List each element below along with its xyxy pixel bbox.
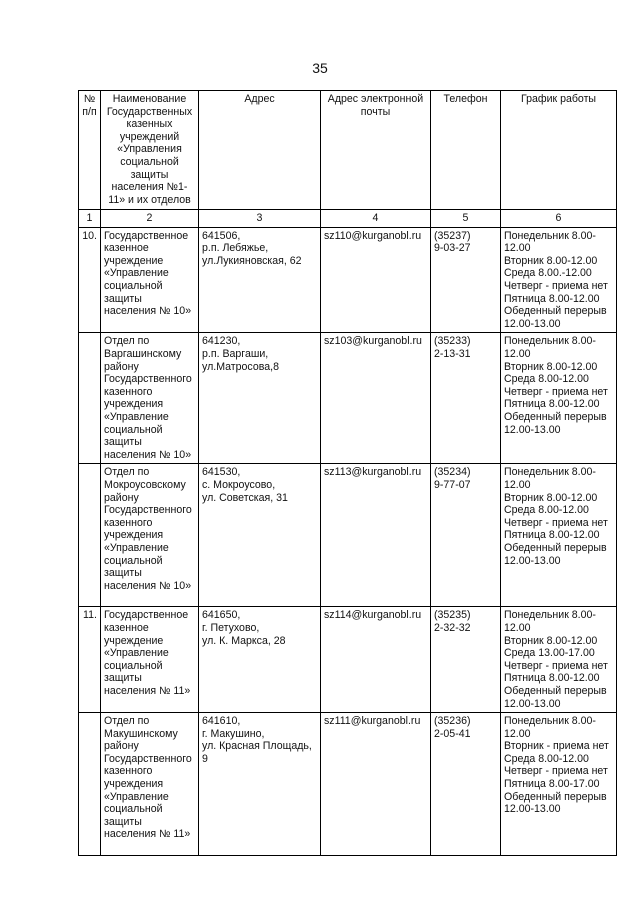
institution-name: Отдел по Мокроусовскому району Государственного казенного учреждения «Управление социальной защиты населения № 10» <box>101 464 199 607</box>
schedule-cell <box>501 607 617 713</box>
email-cell: sz113@kurganobl.ru <box>321 464 431 607</box>
table-row <box>79 227 617 333</box>
column-number-row <box>79 210 617 228</box>
schedule-cell <box>501 227 617 333</box>
phone-cell: (35236) 2-05-41 <box>431 713 501 856</box>
schedule-line: Понедельник 8.00-12.00 <box>504 609 596 634</box>
institution-name: Государственное казенное учреждение «Управление социальной защиты населения № 11» <box>101 607 199 713</box>
schedule-line: Вторник 8.00-12.00 <box>504 254 598 267</box>
schedule-line: Пятница 8.00-12.00 <box>504 292 600 305</box>
schedule-line: Понедельник 8.00-12.00 <box>504 466 596 491</box>
column-number: 6 <box>501 210 617 228</box>
column-number: 4 <box>321 210 431 228</box>
email-cell: sz103@kurganobl.ru <box>321 333 431 464</box>
page-number: 35 <box>312 60 328 76</box>
email-cell: sz111@kurganobl.ru <box>321 713 431 856</box>
table-row <box>79 333 617 464</box>
table-row <box>79 607 617 713</box>
schedule-line: Четверг - приема нет <box>504 765 608 778</box>
row-index <box>79 333 101 464</box>
schedule-line: Пятница 8.00-12.00 <box>504 672 600 685</box>
header-cell: Телефон <box>431 91 501 210</box>
schedule-cell <box>501 464 617 607</box>
address-cell: 641650, г. Петухово, ул. К. Маркса, 28 <box>199 607 321 713</box>
schedule-cell <box>501 333 617 464</box>
schedule-line: Понедельник 8.00-12.00 <box>504 335 596 360</box>
column-number: 1 <box>79 210 101 228</box>
schedule-line: Четверг - приема нет <box>504 516 608 529</box>
email-cell: sz110@kurganobl.ru <box>321 227 431 333</box>
row-index <box>79 713 101 856</box>
header-row <box>79 91 617 210</box>
institution-name: Государственное казенное учреждение «Управление социальной защиты населения № 10» <box>101 227 199 333</box>
schedule-line: Четверг - приема нет <box>504 659 608 672</box>
phone-cell: (35233) 2-13-31 <box>431 333 501 464</box>
phone-cell: (35237) 9-03-27 <box>431 227 501 333</box>
header-cell: График работы <box>501 91 617 210</box>
header-cell: Адрес <box>199 91 321 210</box>
column-number: 2 <box>101 210 199 228</box>
table-row <box>79 464 617 607</box>
header-cell: Наименование Государственных казенных учреждений «Управления социальной защиты населения №1-11» и их отделов <box>101 91 199 210</box>
row-index <box>79 464 101 607</box>
schedule-line: Среда 8.00-12.00 <box>504 752 589 765</box>
column-number: 3 <box>199 210 321 228</box>
schedule-line: Обеденный перерыв 12.00-13.00 <box>504 305 607 330</box>
row-index: 11. <box>79 607 101 713</box>
phone-cell: (35234) 9-77-07 <box>431 464 501 607</box>
schedule-line: Обеденный перерыв 12.00-13.00 <box>504 790 607 816</box>
column-number: 5 <box>431 210 501 228</box>
schedule-cell <box>501 713 617 856</box>
schedule-line: Пятница 8.00-17.00 <box>504 778 600 791</box>
offices-table <box>78 90 617 856</box>
schedule-line: Вторник 8.00-12.00 <box>504 491 598 504</box>
schedule-line: Четверг - приема нет <box>504 279 608 292</box>
header-cell: № п/п <box>79 91 101 210</box>
schedule-line: Пятница 8.00-12.00 <box>504 529 600 542</box>
schedule-line: Обеденный перерыв 12.00-13.00 <box>504 684 607 710</box>
address-cell: 641530, с. Мокроусово, ул. Советская, 31 <box>199 464 321 607</box>
table-row <box>79 713 617 856</box>
address-cell: 641506, р.п. Лебяжье, ул.Лукияновская, 62 <box>199 227 321 333</box>
row-index: 10. <box>79 227 101 333</box>
schedule-line: Понедельник 8.00-12.00 <box>504 715 596 740</box>
schedule-line: Вторник - приема нет <box>504 740 609 753</box>
schedule-line: Среда 8.00-12.00 <box>504 373 589 386</box>
schedule-line: Вторник 8.00-12.00 <box>504 634 598 647</box>
schedule-line: Среда 8.00.-12.00 <box>504 267 592 280</box>
email-cell: sz114@kurganobl.ru <box>321 607 431 713</box>
header-cell: Адрес электронной почты <box>321 91 431 210</box>
schedule-line: Пятница 8.00-12.00 <box>504 398 600 411</box>
schedule-line: Четверг - приема нет <box>504 385 608 398</box>
phone-cell: (35235) 2-32-32 <box>431 607 501 713</box>
institution-name: Отдел по Варгашинскому району Государственного казенного учреждения «Управление социальной защиты населения № 10» <box>101 333 199 464</box>
institution-name: Отдел по Макушинскому району Государственного казенного учреждения «Управление социальной защиты населения № 11» <box>101 713 199 856</box>
address-cell: 641230, р.п. Варгаши, ул.Матросова,8 <box>199 333 321 464</box>
schedule-line: Обеденный перерыв 12.00-13.00 <box>504 410 607 436</box>
schedule-line: Вторник 8.00-12.00 <box>504 360 598 373</box>
schedule-line: Обеденный перерыв 12.00-13.00 <box>504 541 607 567</box>
schedule-line: Среда 8.00-12.00 <box>504 504 589 517</box>
schedule-line: Понедельник 8.00-12.00 <box>504 229 596 255</box>
address-cell: 641610, г. Макушино, ул. Красная Площадь, 9 <box>199 713 321 856</box>
schedule-line: Среда 13.00-17.00 <box>504 647 595 660</box>
